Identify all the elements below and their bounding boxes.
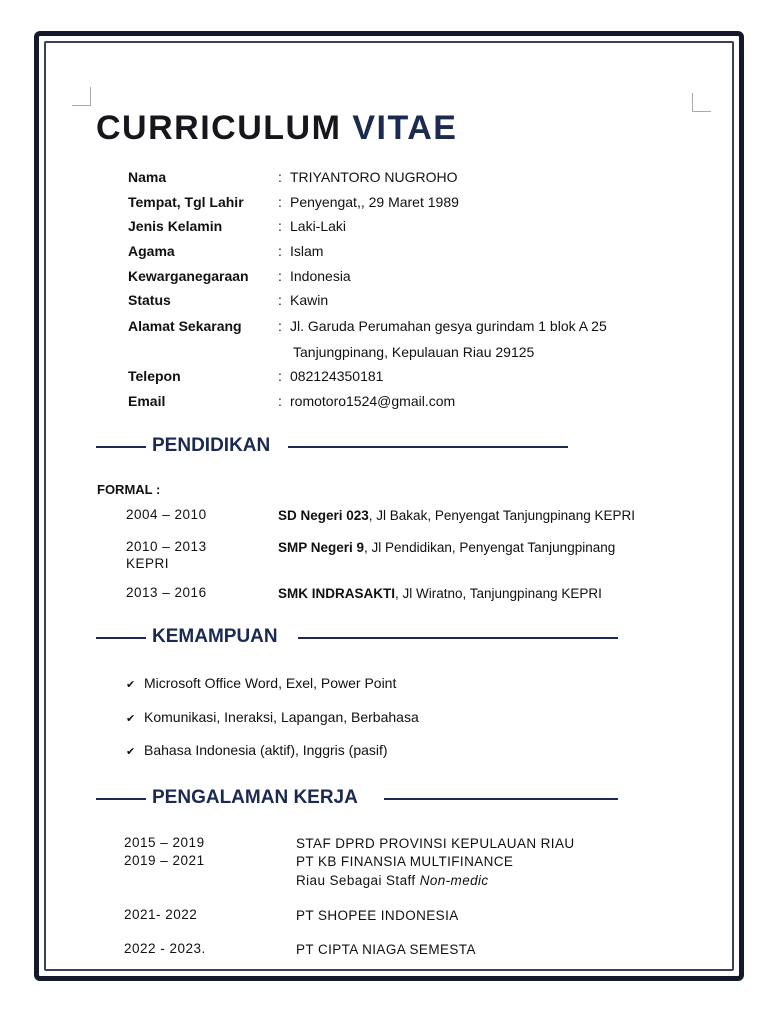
info-label: Kewarganegaraan <box>128 268 249 284</box>
section-title: PENGALAMAN KERJA <box>152 787 358 808</box>
info-label: Tempat, Tgl Lahir <box>128 194 244 210</box>
skill-text: Microsoft Office Word, Exel, Power Point <box>144 675 397 691</box>
info-label: Telepon <box>128 368 181 384</box>
school-address: , Jl Wiratno, Tanjungpinang KEPRI <box>395 586 602 601</box>
info-label: Nama <box>128 169 167 185</box>
section-rule-right <box>298 637 618 639</box>
crop-mark-top-right <box>692 93 711 112</box>
section-rule-left <box>96 798 146 800</box>
formal-label: FORMAL : <box>97 482 161 497</box>
info-value: Penyengat,, 29 Maret 1989 <box>290 194 459 210</box>
info-colon: : <box>278 194 282 210</box>
skill-text: Komunikasi, Ineraksi, Lapangan, Berbahasa <box>144 709 419 725</box>
education-years: 2004 – 2010 <box>126 507 207 522</box>
info-value: Jl. Garuda Perumahan gesya gurindam 1 blok A 25 <box>290 318 607 334</box>
skill-item <box>126 741 388 761</box>
info-colon: : <box>278 318 282 334</box>
info-label: Jenis Kelamin <box>128 218 223 234</box>
info-value: Kawin <box>290 292 329 308</box>
school-name: SMP Negeri 9 <box>278 540 365 555</box>
cv-title-part1: CURRICULUM <box>96 109 342 147</box>
job-years: 2015 – 2019 <box>124 835 205 850</box>
info-value: Laki-Laki <box>290 218 347 234</box>
check-icon: ✔ <box>126 746 136 758</box>
info-label: Status <box>128 292 171 308</box>
info-value: TRIYANTORO NUGROHO <box>290 169 458 185</box>
job-place: STAF DPRD PROVINSI KEPULAUAN RIAU <box>296 836 575 851</box>
section-title: KEMAMPUAN <box>152 626 278 647</box>
check-icon: ✔ <box>126 713 136 725</box>
info-value: 082124350181 <box>290 368 384 384</box>
info-value: romotoro1524@gmail.com <box>290 393 456 409</box>
education-school <box>278 507 635 524</box>
info-colon: : <box>278 243 282 259</box>
school-address: , Jl Pendidikan, Penyengat Tanjungpinang <box>364 540 616 555</box>
job-place: PT SHOPEE INDONESIA <box>296 908 459 923</box>
skill-item <box>126 674 396 694</box>
info-colon: : <box>278 292 282 308</box>
info-value: Islam <box>290 243 324 259</box>
school-name: SD Negeri 023 <box>278 508 369 523</box>
cv-title-part2: VITAE <box>352 109 458 147</box>
job-years: 2021- 2022 <box>124 907 198 922</box>
school-name: SMK INDRASAKTI <box>278 586 395 601</box>
section-rule-right <box>288 446 568 448</box>
info-value: Tanjungpinang, Kepulauan Riau 29125 <box>293 344 535 360</box>
info-value: Indonesia <box>290 268 351 284</box>
education-years: 2013 – 2016 <box>126 585 207 600</box>
skill-item <box>126 708 419 728</box>
section-rule-right <box>384 798 618 800</box>
info-label: Agama <box>128 243 175 259</box>
info-colon: : <box>278 169 282 185</box>
job-years: 2022 - 2023. <box>124 941 206 956</box>
job-place-prefix: Riau Sebagai Staff <box>296 873 420 888</box>
info-label: Alamat Sekarang <box>128 318 242 334</box>
school-address: , Jl Bakak, Penyengat Tanjungpinang KEPRI <box>368 508 635 523</box>
job-years: 2019 – 2021 <box>124 853 205 868</box>
cv-title <box>96 108 457 148</box>
job-place-continued <box>296 872 489 890</box>
education-school <box>278 585 602 602</box>
section-title: PENDIDIKAN <box>152 435 271 456</box>
info-colon: : <box>278 268 282 284</box>
info-colon: : <box>278 218 282 234</box>
education-years: 2010 – 2013 KEPRI <box>126 539 207 571</box>
check-icon: ✔ <box>126 679 136 691</box>
job-place: PT CIPTA NIAGA SEMESTA <box>296 942 476 957</box>
job-place-italic: Non-medic <box>419 873 489 888</box>
education-school <box>278 539 615 556</box>
crop-mark-top-left <box>72 87 91 106</box>
section-rule-left <box>96 446 146 448</box>
info-colon: : <box>278 368 282 384</box>
section-rule-left <box>96 637 146 639</box>
skill-text: Bahasa Indonesia (aktif), Inggris (pasif) <box>144 742 388 758</box>
info-label: Email <box>128 393 166 409</box>
job-place: PT KB FINANSIA MULTIFINANCE <box>296 854 514 869</box>
info-colon: : <box>278 393 282 409</box>
